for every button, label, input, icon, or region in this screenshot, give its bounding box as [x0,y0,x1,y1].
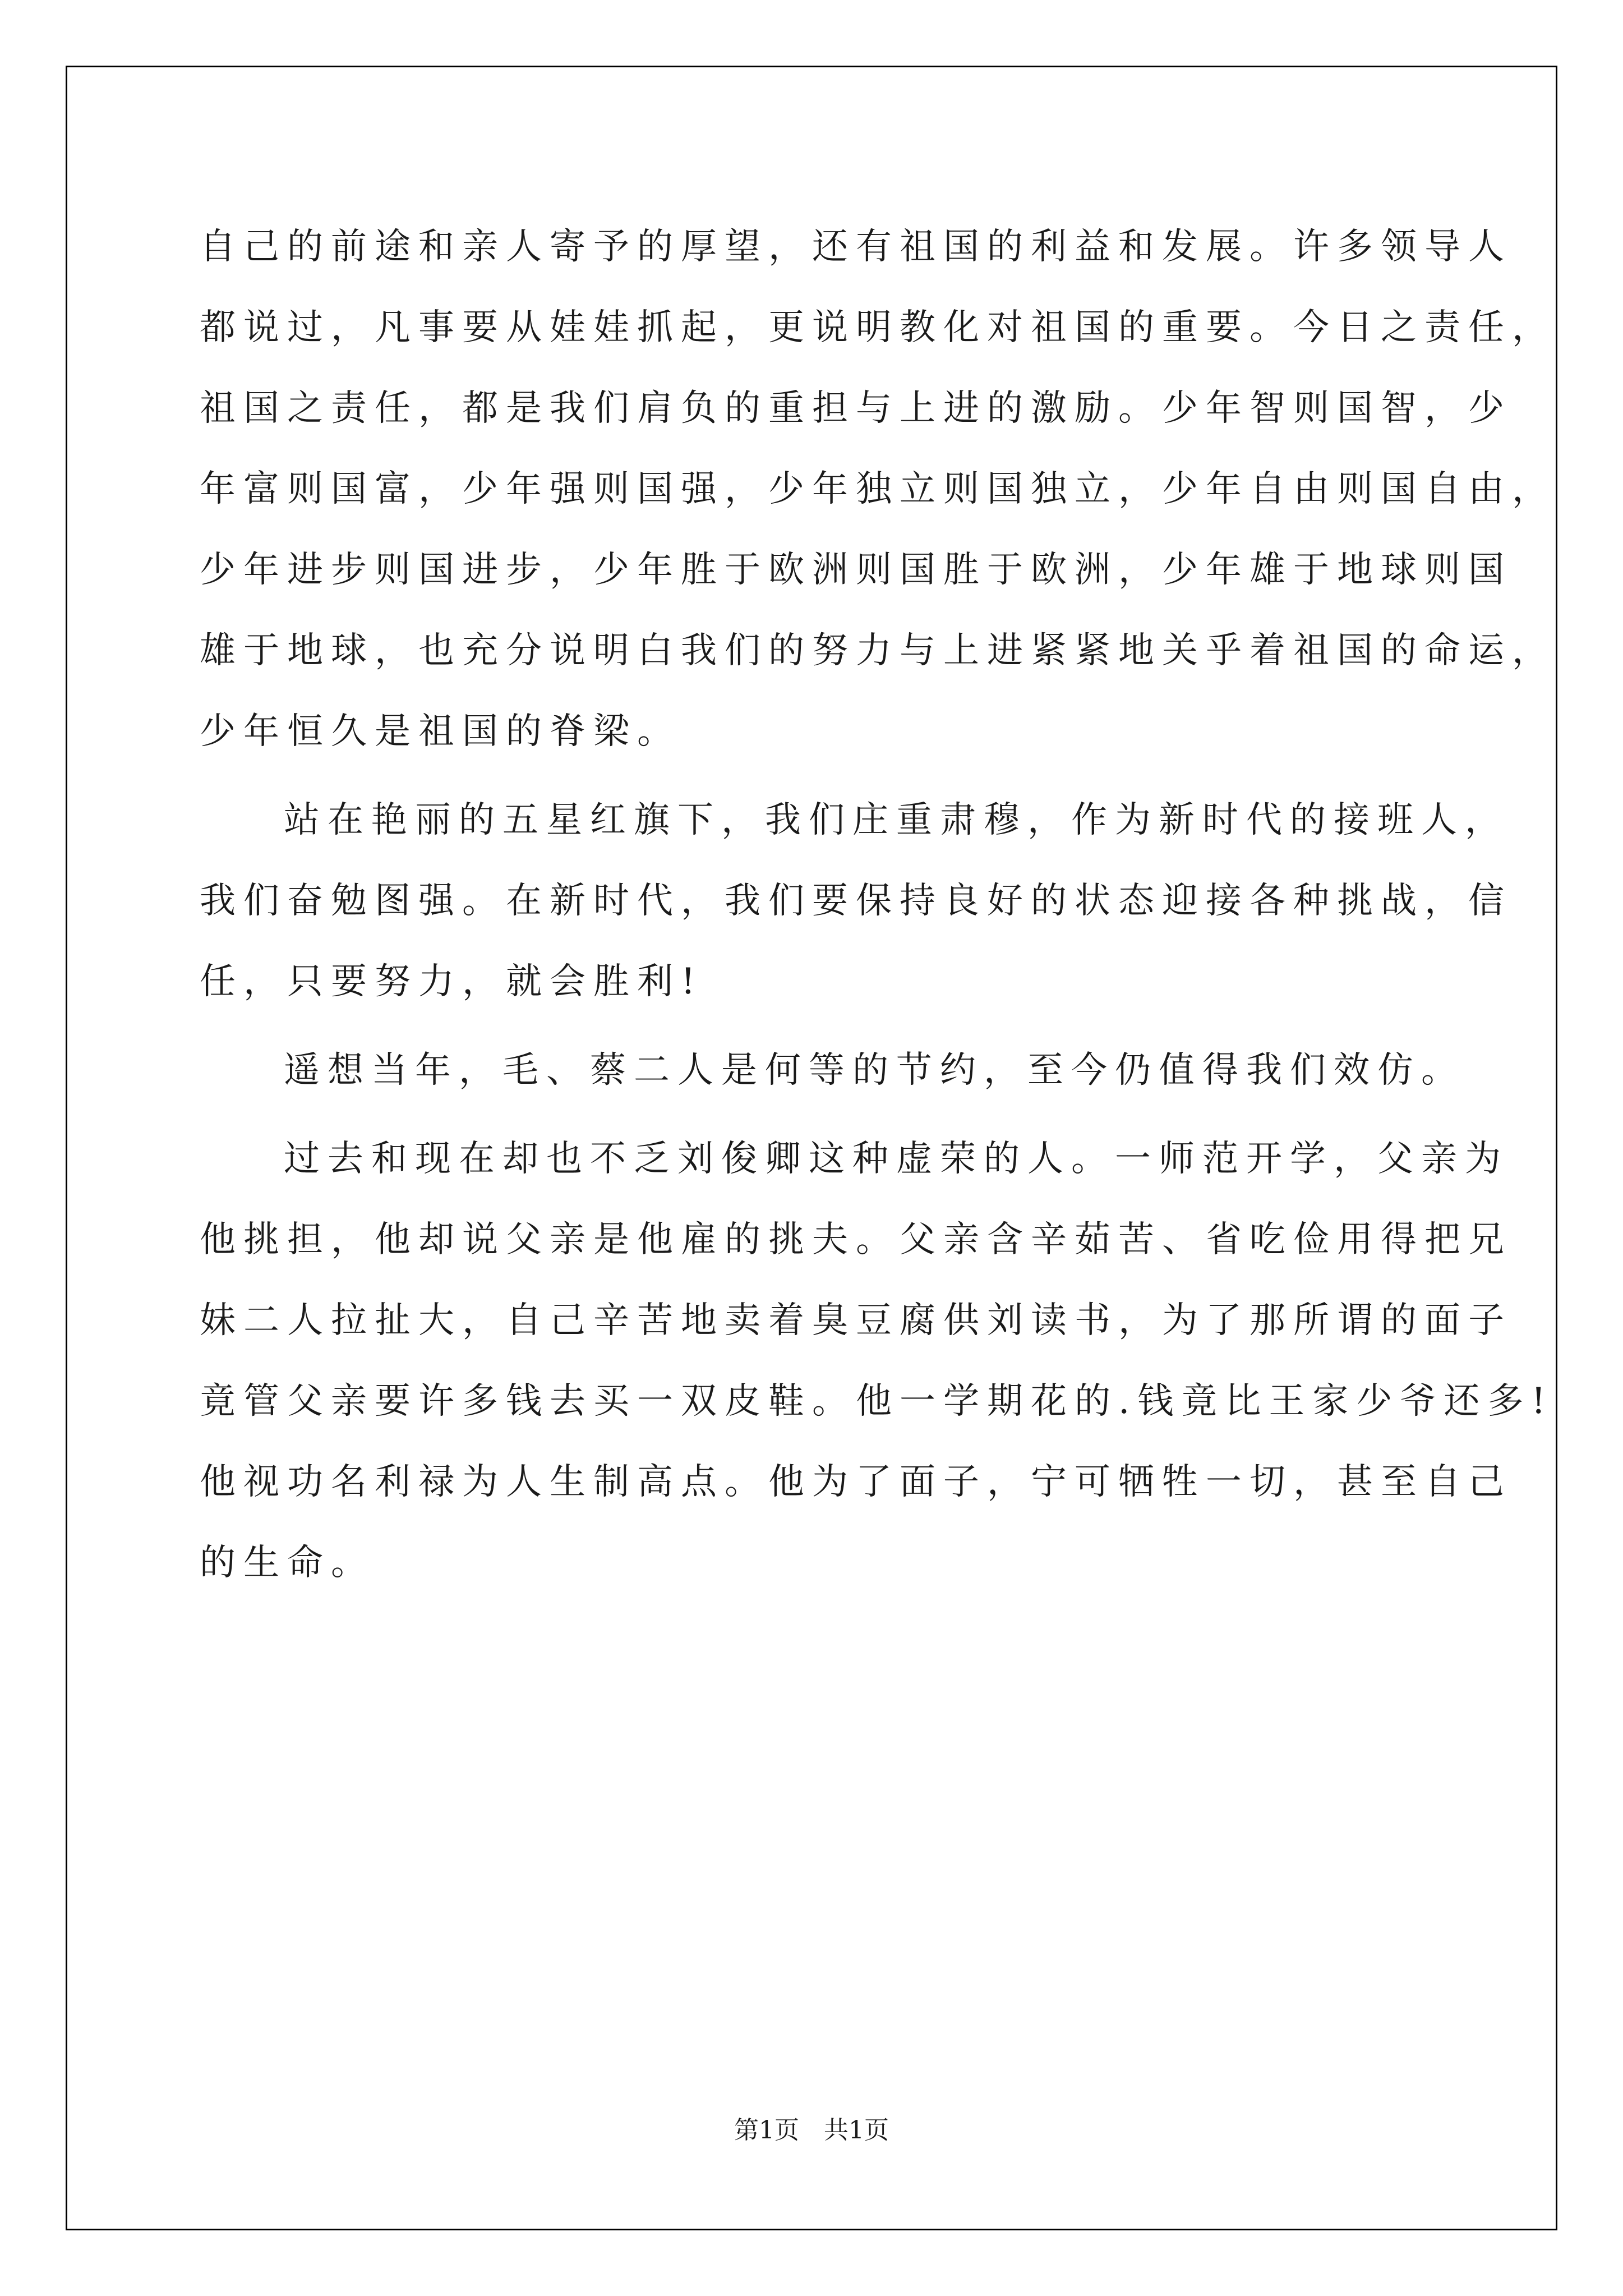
text-line: 自己的前途和亲人寄予的厚望，还有祖国的利益和发展。许多领导人 [200,226,1512,268]
text-line: 妹二人拉扯大，自己辛苦地卖着臭豆腐供刘读书，为了那所谓的面子 [200,1300,1512,1341]
paragraph [200,780,1512,1022]
text-line: 任，只要努力，就会胜利! [200,961,703,1002]
paragraph-gap [200,1022,1433,1030]
page-footer: 第1页 共1页 [734,2116,889,2145]
paragraph-gap [200,1111,1433,1119]
text-line: 他视功名利禄为人生制高点。他为了面子，宁可牺牲一切，甚至自己 [200,1461,1512,1503]
paragraph [200,1119,1554,1603]
text-line: 年富则国富，少年强则国强，少年独立则国独立，少年自由则国自由， [200,468,1556,510]
paragraph [200,206,1556,772]
text-line: 少年进步则国进步，少年胜于欧洲则国胜于欧洲，少年雄于地球则国 [200,549,1512,591]
text-line: 都说过，凡事要从娃娃抓起，更说明教化对祖国的重要。今日之责任， [200,307,1556,348]
text-line: 少年恒久是祖国的脊梁。 [200,711,681,752]
text-line: 过去和现在却也不乏刘俊卿这种虚荣的人。一师范开学，父亲为 [284,1138,1509,1180]
text-line: 的生命。 [200,1542,375,1584]
text-line: 祖国之责任，都是我们肩负的重担与上进的激励。少年智则国智，少 [200,388,1512,429]
text-line: 竟管父亲要许多钱去买一双皮鞋。他一学期花的.钱竟比王家少爷还多! [200,1381,1554,1422]
document-body [200,206,1556,1603]
paragraph-gap [200,772,1433,780]
text-line: 我们奋勉图强。在新时代，我们要保持良好的状态迎接各种挑战，信 [200,880,1512,922]
text-line: 他挑担，他却说父亲是他雇的挑夫。父亲含辛茹苦、省吃俭用得把兄 [200,1219,1512,1260]
text-line: 遥想当年，毛、蔡二人是何等的节约，至今仍值得我们效仿。 [284,1050,1465,1091]
paragraph [200,1030,1465,1111]
text-line: 雄于地球，也充分说明白我们的努力与上进紧紧地关乎着祖国的命运， [200,630,1556,671]
text-line: 站在艳丽的五星红旗下，我们庄重肃穆，作为新时代的接班人， [284,799,1509,841]
